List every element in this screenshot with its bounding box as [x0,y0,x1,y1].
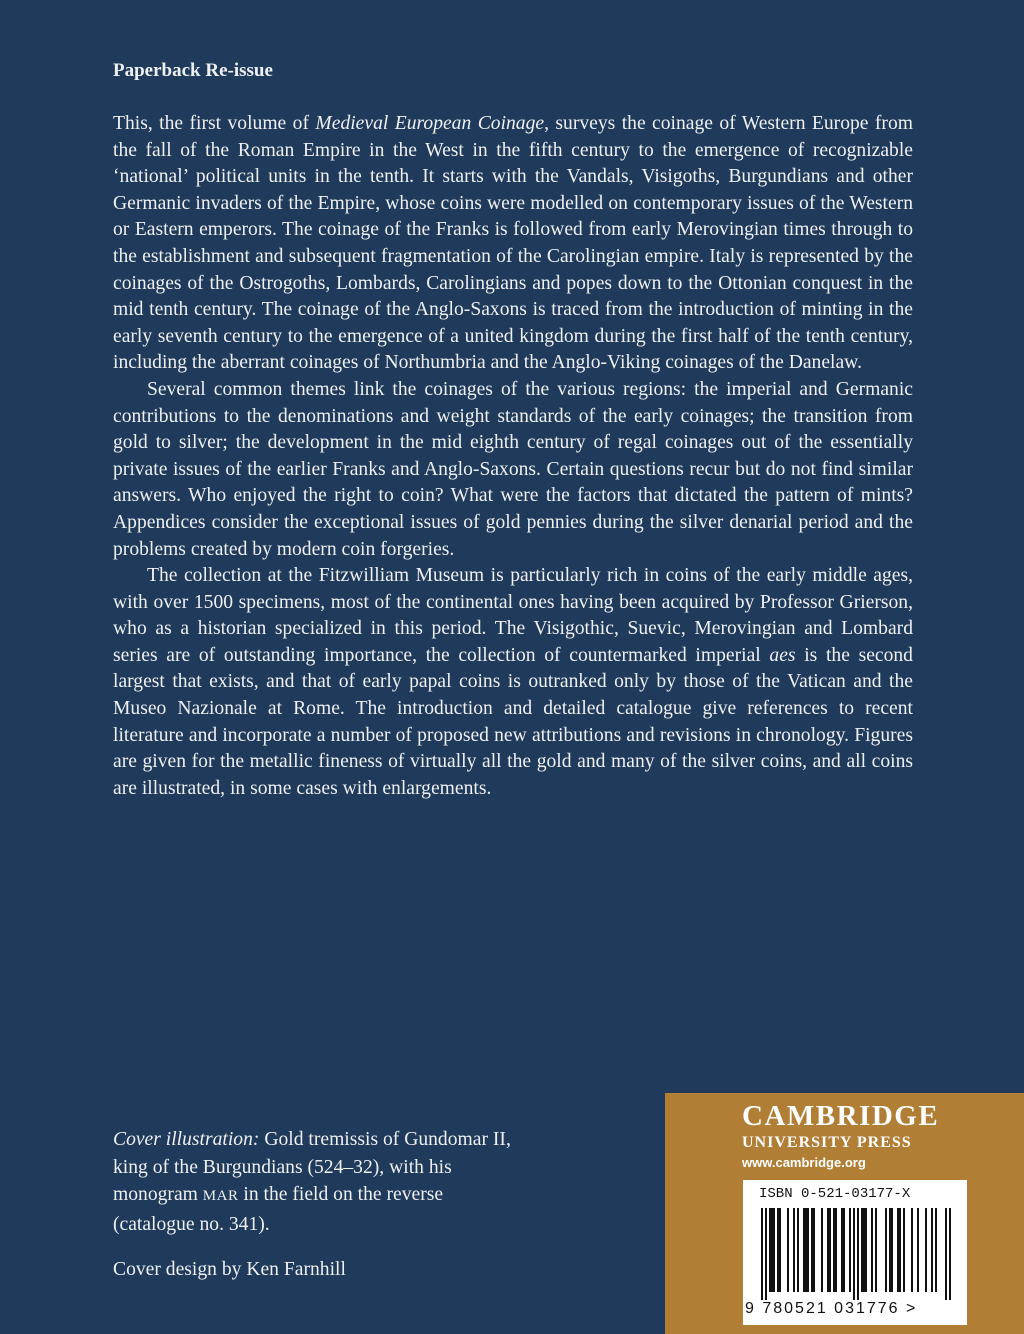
section-heading: Paperback Re-issue [113,60,273,81]
book-title: Medieval European Coinage [315,113,545,134]
barcode-bar [861,1208,863,1292]
barcode-bar [843,1208,845,1292]
barcode-bar [897,1208,899,1292]
barcode-bar [863,1208,865,1292]
barcode-bar [761,1208,763,1300]
monogram: MAR [202,1188,239,1204]
publisher-subtitle: UNIVERSITY PRESS [742,1134,912,1151]
barcode-bar [911,1208,913,1292]
isbn-label: ISBN 0-521-03177-X [759,1186,911,1202]
barcode-bar [769,1208,771,1292]
barcode-bar [797,1208,799,1292]
barcode-bar [931,1208,933,1292]
barcode-area [743,1180,967,1325]
barcode-bar [813,1208,815,1292]
barcode-bar [827,1208,829,1292]
publisher-url: www.cambridge.org [742,1155,866,1170]
barcode-bar [865,1208,867,1292]
ean-number: 9 780521 031776 > [745,1300,918,1317]
barcode-image [751,1208,959,1300]
barcode-bar [793,1208,795,1292]
barcode-bar [889,1208,891,1292]
barcode-bar [771,1208,773,1292]
barcode-bar [841,1208,843,1292]
barcode-bar [945,1208,947,1300]
caption-label: Cover illustration: [113,1129,260,1150]
publisher-name: CAMBRIDGE [742,1100,940,1132]
barcode-bar [903,1208,905,1292]
paragraph-2: Several common themes link the coinages of the various regions: the imperial and Germanic contributions to the denominations and weight standards of the early coinages; the transition from gold to silver; the development in the mid eighth century of regal coinages out of the essentially private issues of the earlier Franks and Anglo-Saxons. Certain questions recur but do not find similar answers. Who enjoyed the right to coin? What were the factors that dictated the pattern of mints? Appendices consider the exceptional issues of gold pennies during the silver denarial period and the problems created by modern coin forgeries. [113,378,913,560]
cover-illustration-caption: Cover illustration: Gold tremissis of Gundomar II, king of the Burgundians (524–32), with his monogram MAR in the field on the reverse (catalogue no. 341). [113,1129,511,1235]
barcode-bar [875,1208,877,1292]
barcode-bar [871,1208,873,1292]
paragraph-3: The collection at the Fitzwilliam Museum is particularly rich in coins of the early middle ages, with over 1500 specimens, most of the continental ones having been acquired by Professor Grierson, who as a historian specialized in this period. The Visigothic, Suevic, Merovingian and Lombard series are of outstanding importance, the collection of countermarked imperial aes is the second largest that exists, and that of early papal coins is outranked only by those of the Vatican and the Museo Nazionale at Rome. The introduction and detailed catalogue give references to recent literature and incorporate a number of proposed new attributions and revisions in chronology. Figures are given for the metallic fineness of virtually all the gold and many of the silver coins, and all coins are illustrated, in some cases with enlargements. [113,565,913,799]
barcode-bar [925,1208,927,1292]
barcode-bar [891,1208,893,1292]
barcode-bar [807,1208,809,1292]
description-body [113,111,913,802]
barcode-bar [935,1208,937,1292]
barcode-bar [787,1208,789,1292]
barcode-bar [835,1208,837,1292]
barcode-bar [917,1208,919,1292]
barcode-bar [899,1208,901,1292]
barcode-bar [829,1208,831,1292]
barcode-bar [773,1208,775,1292]
barcode-bar [765,1208,767,1300]
italic-term: aes [769,644,796,666]
barcode-bar [805,1208,807,1292]
publisher-box [665,1093,1024,1334]
barcode-bar [777,1208,779,1292]
barcode-bar [821,1208,823,1292]
barcode-bar [885,1208,887,1292]
paragraph-1: This, the first volume of Medieval European Coinage, surveys the coinage of Western Europe from the fall of the Roman Empire in the West in the fifth century to the emergence of recognizable ‘national’ political units in the tenth. It starts with the Vandals, Visigoths, Burgundians and other Germanic invaders of the Empire, whose coins were modelled on contemporary issues of the Western or Eastern emperors. The coinage of the Franks is followed from early Merovingian times through to the establishment and subsequent fragmentation of the Carolingian empire. Italy is represented by the coinages of the Ostrogoths, Lombards, Carolingians and popes down to the Ottonian conquest in the mid tenth century. The coinage of the Anglo-Saxons is traced from the introduction of minting in the early seventh century to the emergence of a united kingdom during the first half of the tenth century, including the aberrant coinages of Northumbria and the Anglo-Viking coinages of the Danelaw. [113,113,913,374]
barcode-bar [857,1208,859,1300]
barcode-bar [803,1208,805,1292]
cover-design-credit: Cover design by Ken Farnhill [113,1259,346,1280]
barcode-bar [833,1208,835,1292]
barcode-bar [849,1208,851,1292]
barcode-bar [779,1208,781,1292]
barcode-bar [949,1208,951,1300]
barcode-bar [811,1208,813,1292]
barcode-bar [853,1208,855,1300]
